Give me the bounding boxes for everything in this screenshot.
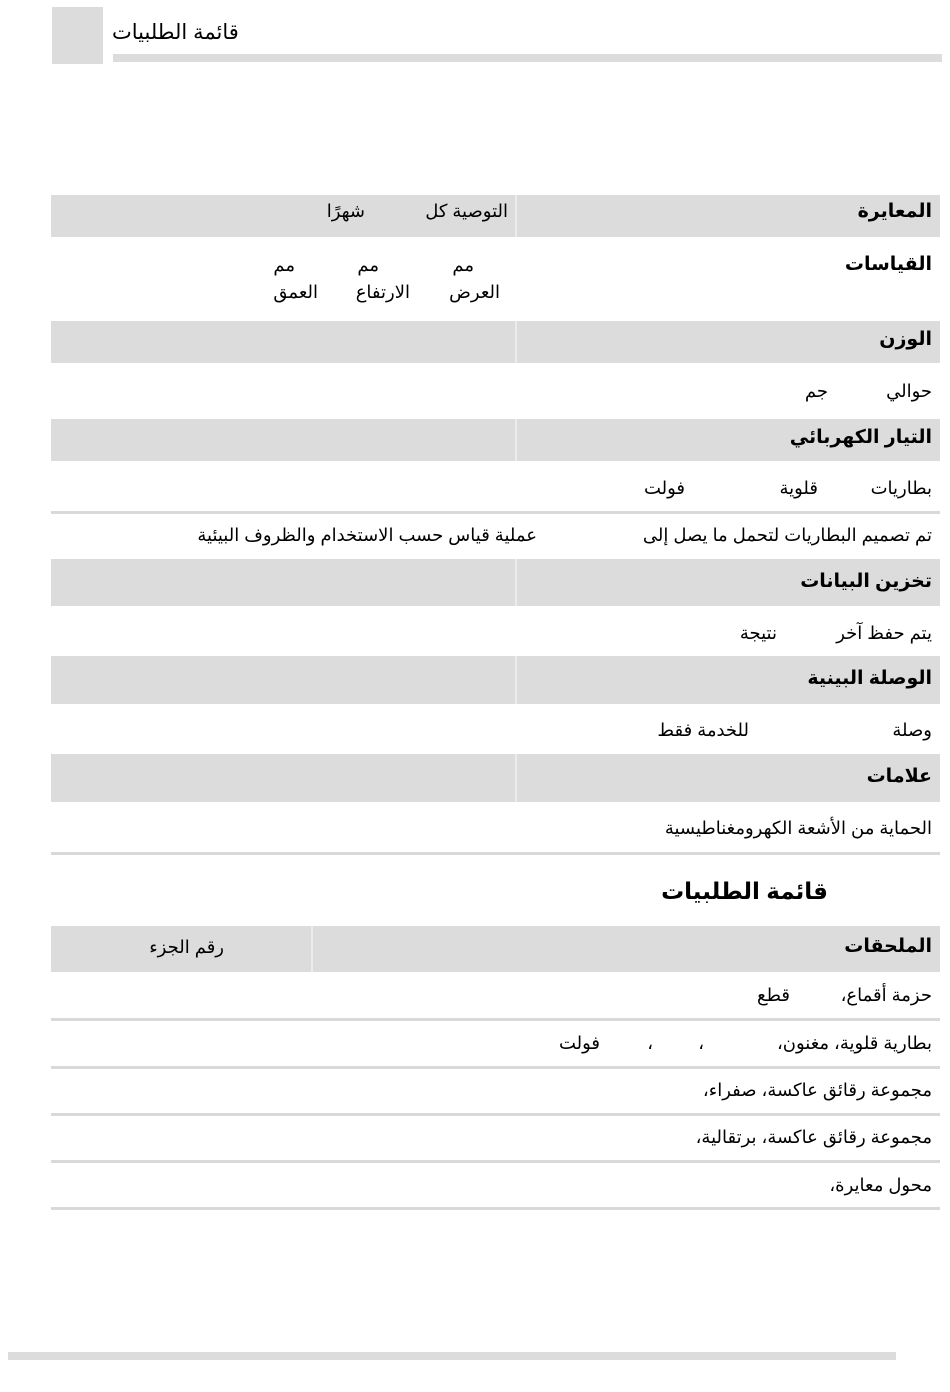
power-design-note: تم تصميم البطاريات لتحمل ما يصل إلى	[642, 525, 932, 545]
item-battery-comma-1: ،	[698, 1033, 704, 1053]
row-separator	[51, 1160, 940, 1163]
item-foil-yellow: مجموعة رقائق عاكسة، صفراء،	[702, 1080, 932, 1100]
interface-service-only: للخدمة فقط	[657, 720, 749, 740]
dimension-height: الارتفاع	[355, 282, 410, 302]
header-tab-block	[52, 7, 103, 64]
accessories-label: الملحقات	[844, 936, 932, 957]
dimension-unit-3: مم	[273, 255, 295, 275]
footer-bar	[8, 1352, 896, 1360]
power-label: التيار الكهربائي	[789, 427, 932, 448]
power-alkaline: قلوية	[779, 478, 818, 498]
calibration-label: المعايرة	[857, 201, 932, 222]
item-cloth-pack: حزمة أقماع،	[840, 985, 932, 1005]
item-foil-orange: مجموعة رقائق عاكسة، برتقالية،	[695, 1127, 932, 1147]
item-battery-volt: فولت	[558, 1033, 600, 1053]
row-separator	[51, 511, 940, 514]
part-number-label: رقم الجزء	[149, 937, 224, 957]
power-volt: فولت	[643, 478, 685, 498]
column-divider	[515, 559, 517, 606]
power-operation-note: عملية قياس حسب الاستخدام والظروف البيئية	[197, 525, 537, 545]
column-divider	[515, 656, 517, 704]
storage-result: نتيجة	[739, 623, 777, 643]
weight-label: الوزن	[879, 329, 932, 350]
marks-emc: الحماية من الأشعة الكهرومغناطيسية	[664, 818, 932, 838]
order-list-title: قائمة الطلبيات	[661, 878, 828, 904]
column-divider	[515, 195, 517, 237]
column-divider	[311, 926, 313, 972]
interface-label: الوصلة البينية	[807, 668, 932, 689]
section-end-rule	[51, 852, 940, 855]
row-separator	[51, 1113, 940, 1116]
item-cloth-pieces: قطع	[757, 985, 790, 1005]
calibration-monthly: شهرًا	[326, 201, 365, 221]
dimension-depth: العمق	[273, 282, 318, 302]
column-divider	[515, 419, 517, 461]
column-divider	[515, 754, 517, 802]
dimension-unit-2: مم	[357, 255, 379, 275]
dimension-unit-1: مم	[452, 255, 474, 275]
column-divider	[515, 321, 517, 363]
dimensions-label: القياسات	[844, 254, 932, 275]
power-batteries: بطاريات	[870, 478, 932, 498]
row-separator	[51, 1018, 940, 1021]
weight-approx: حوالي	[886, 381, 932, 401]
storage-label: تخزين البيانات	[800, 571, 932, 592]
item-battery-comma-2: ،	[647, 1033, 653, 1053]
item-battery: بطارية قلوية، مغنون،	[776, 1033, 932, 1053]
weight-row	[51, 321, 940, 363]
marks-row	[51, 754, 940, 802]
interface-connection: وصلة	[892, 720, 932, 740]
header-rule	[113, 54, 942, 62]
page-header-title: قائمة الطلبيات	[112, 21, 239, 44]
marks-label: علامات	[866, 766, 932, 787]
dimension-width: العرض	[449, 282, 500, 302]
row-separator	[51, 1207, 940, 1210]
calibration-recommend: التوصية كل	[425, 201, 508, 221]
weight-unit: جم	[804, 381, 828, 401]
item-cal-adapter: محول معايرة،	[829, 1175, 932, 1195]
storage-last-saved: يتم حفظ آخر	[836, 623, 932, 643]
row-separator	[51, 1066, 940, 1069]
